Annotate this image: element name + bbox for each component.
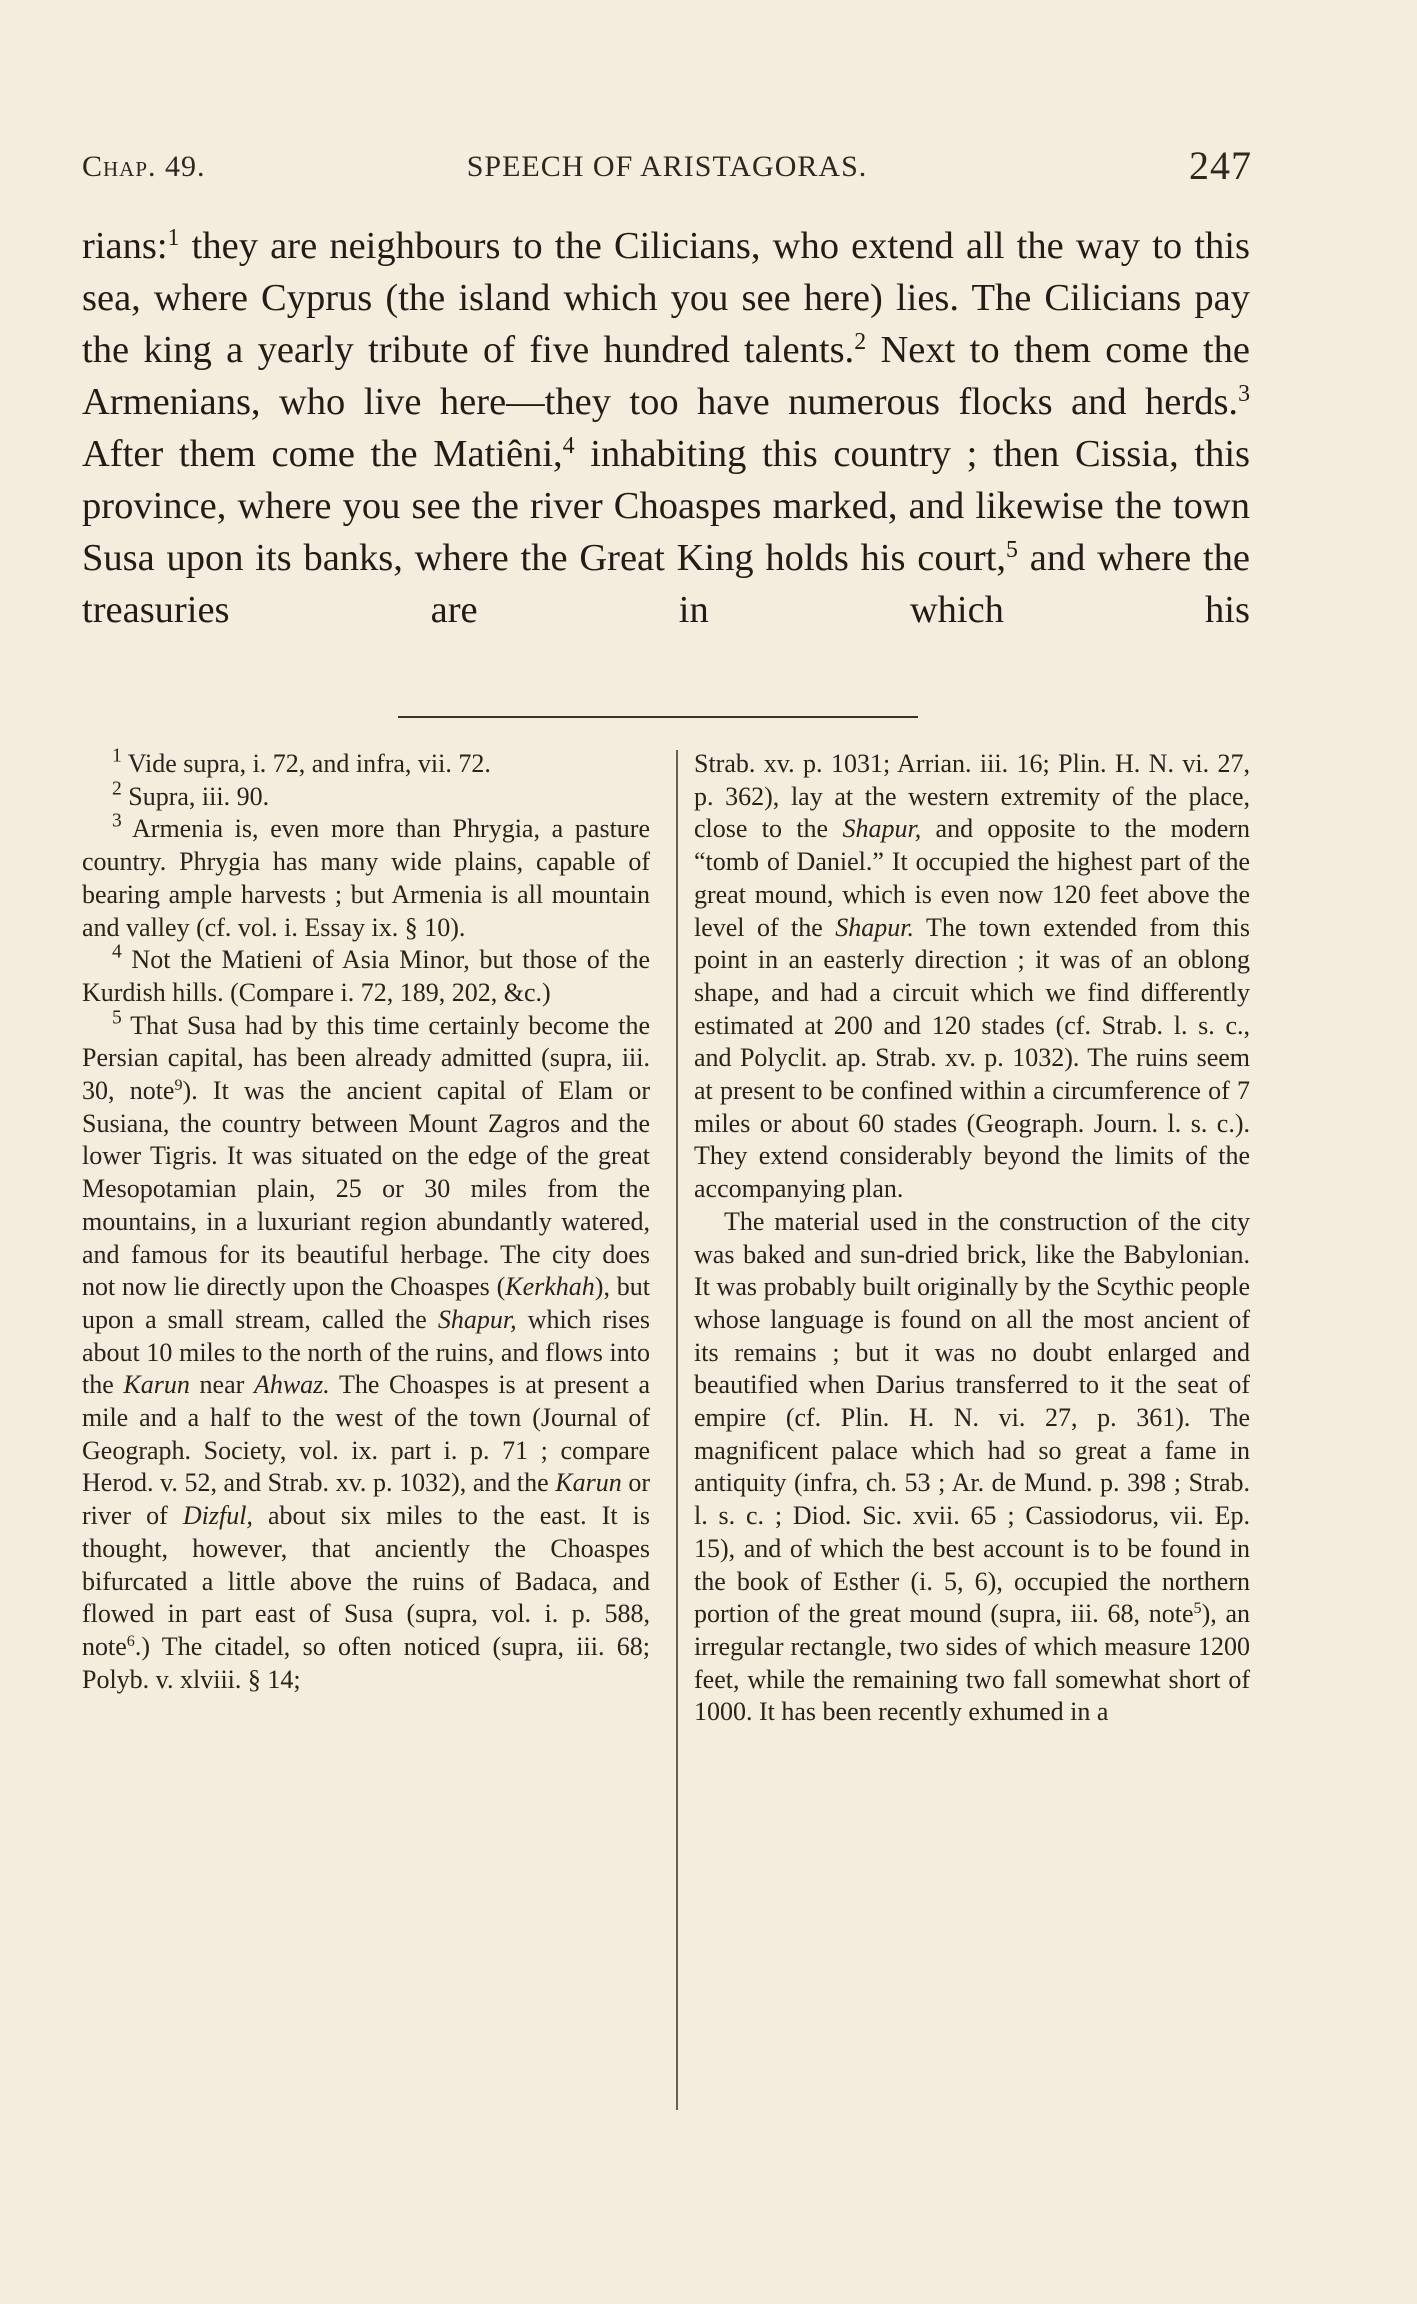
- italic-term: Shapur.: [835, 912, 914, 942]
- footnotes-left-column: [82, 745, 651, 1696]
- italic-term: Shapur,: [842, 814, 922, 844]
- text-run: Not the Matieni of Asia Minor, but those of the Kurdish hills. (Compare i. 72, 189, 202, &c.): [82, 945, 650, 1007]
- text-run: they are neighbours to the Cilicians, who extend all the way to this sea, where Cyprus (the island which you see here) lies. The Cilicians pay the king a yearly tribute of five hundred talents.: [82, 225, 1250, 371]
- footnote-number: 5: [112, 1006, 122, 1028]
- text-run: about six miles to the east. It is thought, however, that anciently the Choaspes bifurcated a little above the ruins of Badaca, and flowed in part east of Susa (supra, vol. i. p. 588, note: [82, 1501, 650, 1661]
- main-text: [82, 220, 1250, 636]
- footnote-ref: 5: [1006, 536, 1018, 563]
- page-number: 247: [1189, 143, 1252, 188]
- text-run: or river of: [82, 1468, 650, 1531]
- italic-term: Karun: [123, 1370, 190, 1400]
- page-title: SPEECH OF ARISTAGORAS.: [466, 150, 868, 183]
- footnote: [82, 810, 650, 944]
- text-run: Strab. xv. p. 1031; Arrian. iii. 16; Plin. H. N. vi. 27, p. 362), lay at the western extremity of the place, close to the: [694, 749, 1250, 844]
- italic-term: Dizful,: [182, 1501, 253, 1531]
- italic-term: Karun: [555, 1468, 622, 1498]
- footnote: [82, 777, 650, 814]
- text-run: which rises about 10 miles to the north of the ruins, and flows into the: [82, 1304, 650, 1400]
- main-paragraph: [82, 220, 1250, 636]
- footnote-ref: 1: [167, 224, 180, 251]
- text-run: The Choaspes is at present a mile and a half to the west of the town (Journal of Geograph. Society, vol. ix. part i. p. 71 ; compare Herod. v. 52, and Strab. xv. p. 1032), and the: [82, 1370, 651, 1498]
- text-run: .) The citadel, so often noticed (supra, iii. 68; Polyb. v. xlviii. § 14;: [82, 1631, 650, 1694]
- footnote: [82, 745, 650, 781]
- text-run: After them come the Matiêni,: [82, 433, 563, 475]
- text-run: near: [189, 1370, 254, 1400]
- footnote-number: 3: [112, 810, 122, 832]
- italic-term: Kerkhah: [505, 1272, 595, 1302]
- footnote-ref: 6: [126, 1633, 135, 1651]
- text-run: Next to them come the Armenians, who live here—they too have numerous flocks and herds.: [82, 329, 1250, 423]
- footnote: [82, 1006, 651, 1697]
- text-run: ), an irregular rectangle, two sides of which measure 1200 feet, while the remaining two fall somewhat short of 1000. It has been recently exhumed in a: [694, 1599, 1250, 1727]
- text-run: Armenia is, even more than Phrygia, a pasture country. Phrygia has many wide plains, capable of bearing ample harvests ; but Armenia is all mountain and valley (cf. vol. i. Essay ix. § 10).: [82, 814, 650, 942]
- footnote-ref: 9: [174, 1077, 183, 1095]
- footnote: [694, 1206, 1250, 1729]
- footnote-number: 4: [112, 941, 122, 963]
- text-run: ), but upon a small stream, called the: [82, 1272, 650, 1334]
- italic-term: Shapur,: [437, 1304, 517, 1334]
- text-run: That Susa had by this time certainly become the Persian capital, has been already admitted (supra, iii. 30, note: [82, 1010, 650, 1106]
- footnote-number: 1: [112, 745, 122, 767]
- text-run: rians:: [82, 225, 168, 267]
- italic-term: Ahwaz.: [253, 1370, 330, 1400]
- section-rule: [398, 716, 918, 718]
- text-run: Vide supra, i. 72, and infra, vii. 72.: [121, 749, 491, 778]
- column-divider: [676, 750, 678, 2110]
- text-run: The town extended from this point in an easterly direction ; it was of an oblong shape, and had a circuit which we find differently estimated at 200 and 120 stades (cf. Strab. l. s. c., and Polyclit. ap. Strab. xv. p. 1032). The ruins seem at present to be confined within a circumference of 7 miles or about 60 stades (Geograph. Journ. l. s. c.). They extend considerably beyond the limits of the accompanying plan.: [694, 912, 1251, 1204]
- text-run: and where the treasuries are in which his: [82, 537, 1250, 631]
- text-run: and opposite to the modern “tomb of Daniel.” It occupied the highest part of the great mound, which is even now 120 feet above the level of the: [694, 814, 1250, 942]
- chapter-label: Chap. 49.: [82, 150, 206, 183]
- text-run: Supra, iii. 90.: [121, 781, 270, 811]
- text-run: inhabiting this country ; then Cissia, this province, where you see the river Choaspes marked, and likewise the town Susa upon its banks, where the Great King holds his court,: [82, 433, 1250, 579]
- footnote: [82, 941, 650, 1009]
- footnote-ref: 4: [562, 432, 575, 459]
- footnote-ref: 3: [1238, 380, 1250, 407]
- footnotes-right-column: [694, 748, 1250, 1729]
- text-run: The material used in the construction of the city was baked and sun-dried brick, like the Babylonian. It was probably built originally by the Scythic people whose language is found on all the most ancient of its remains ; but it was no doubt enlarged and beautified when Darius transferred to it the seat of empire (cf. Plin. H. N. vi. 27, p. 361). The magnificent palace which had so great a fame in antiquity (infra, ch. 53 ; Ar. de Mund. p. 398 ; Strab. l. s. c. ; Diod. Sic. xvii. 65 ; Cassiodorus, vii. Ep. 15), and of which the best account is to be found in the book of Esther (i. 5, 6), occupied the northern portion of the great mound (supra, iii. 68, note: [694, 1206, 1250, 1629]
- running-head: [82, 142, 1252, 192]
- footnote-number: 2: [112, 777, 122, 799]
- footnote-ref: 2: [854, 328, 867, 355]
- footnote-ref: 5: [1193, 1600, 1202, 1618]
- text-run: ). It was the ancient capital of Elam or Susiana, the country between Mount Zagros and the lower Tigris. It was situated on the edge of the great Mesopotamian plain, 25 or 30 miles from the mountains, in a luxuriant region abundantly watered, and famous for its beautiful herbage. The city does not now lie directly upon the Choaspes (: [82, 1076, 650, 1302]
- footnote: [694, 748, 1250, 1206]
